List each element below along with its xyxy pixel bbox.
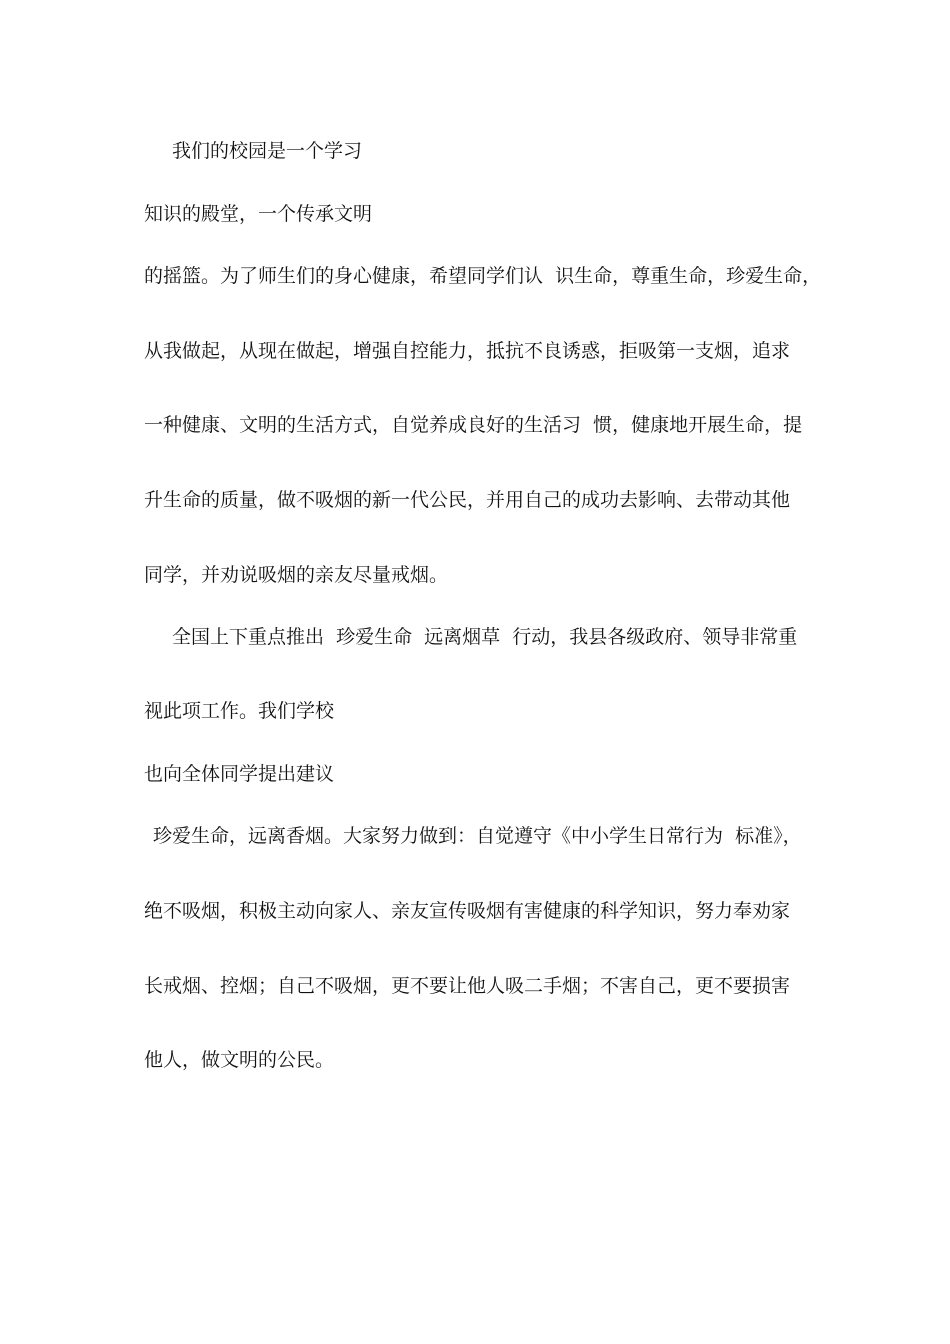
paragraph-1-line-6: 升生命的质量，做不吸烟的新一代公民，并用自己的成功去影响、去带动其他 [144, 489, 791, 511]
paragraph-1-line-1: 我们的校园是一个学习 [172, 140, 363, 162]
paragraph-1-line-4: 从我做起，从现在做起，增强自控能力，抵抗不良诱惑，拒吸第一支烟，追求 [144, 340, 791, 362]
paragraph-1-line-5: 一种健康、文明的生活方式，自觉养成良好的生活习 惯，健康地开展生命，提 [144, 414, 803, 436]
paragraph-2-line-1: 全国上下重点推出 珍爱生命 远离烟草 行动，我县各级政府、领导非常重 [172, 626, 798, 648]
paragraph-1-line-3: 的摇篮。为了师生们的身心健康，希望同学们认 识生命，尊重生命，珍爱生命， [144, 265, 822, 287]
paragraph-2-line-2: 视此项工作。我们学校 [144, 700, 335, 722]
paragraph-3-line-2: 绝不吸烟，积极主动向家人、亲友宣传吸烟有害健康的科学知识，努力奉劝家 [144, 900, 791, 922]
paragraph-1-line-2: 知识的殿堂，一个传承文明 [144, 203, 373, 225]
paragraph-3-line-4: 他人，做文明的公民。 [144, 1049, 335, 1071]
paragraph-3-line-1: 珍爱生命，远离香烟。大家努力做到：自觉遵守《中小学生日常行为 标准》， [153, 825, 802, 847]
paragraph-2-line-3: 也向全体同学提出建议 [144, 763, 335, 785]
paragraph-3-line-3: 长戒烟、控烟；自己不吸烟，更不要让他人吸二手烟；不害自己，更不要损害 [144, 975, 791, 997]
paragraph-1-line-7: 同学，并劝说吸烟的亲友尽量戒烟。 [144, 564, 449, 586]
